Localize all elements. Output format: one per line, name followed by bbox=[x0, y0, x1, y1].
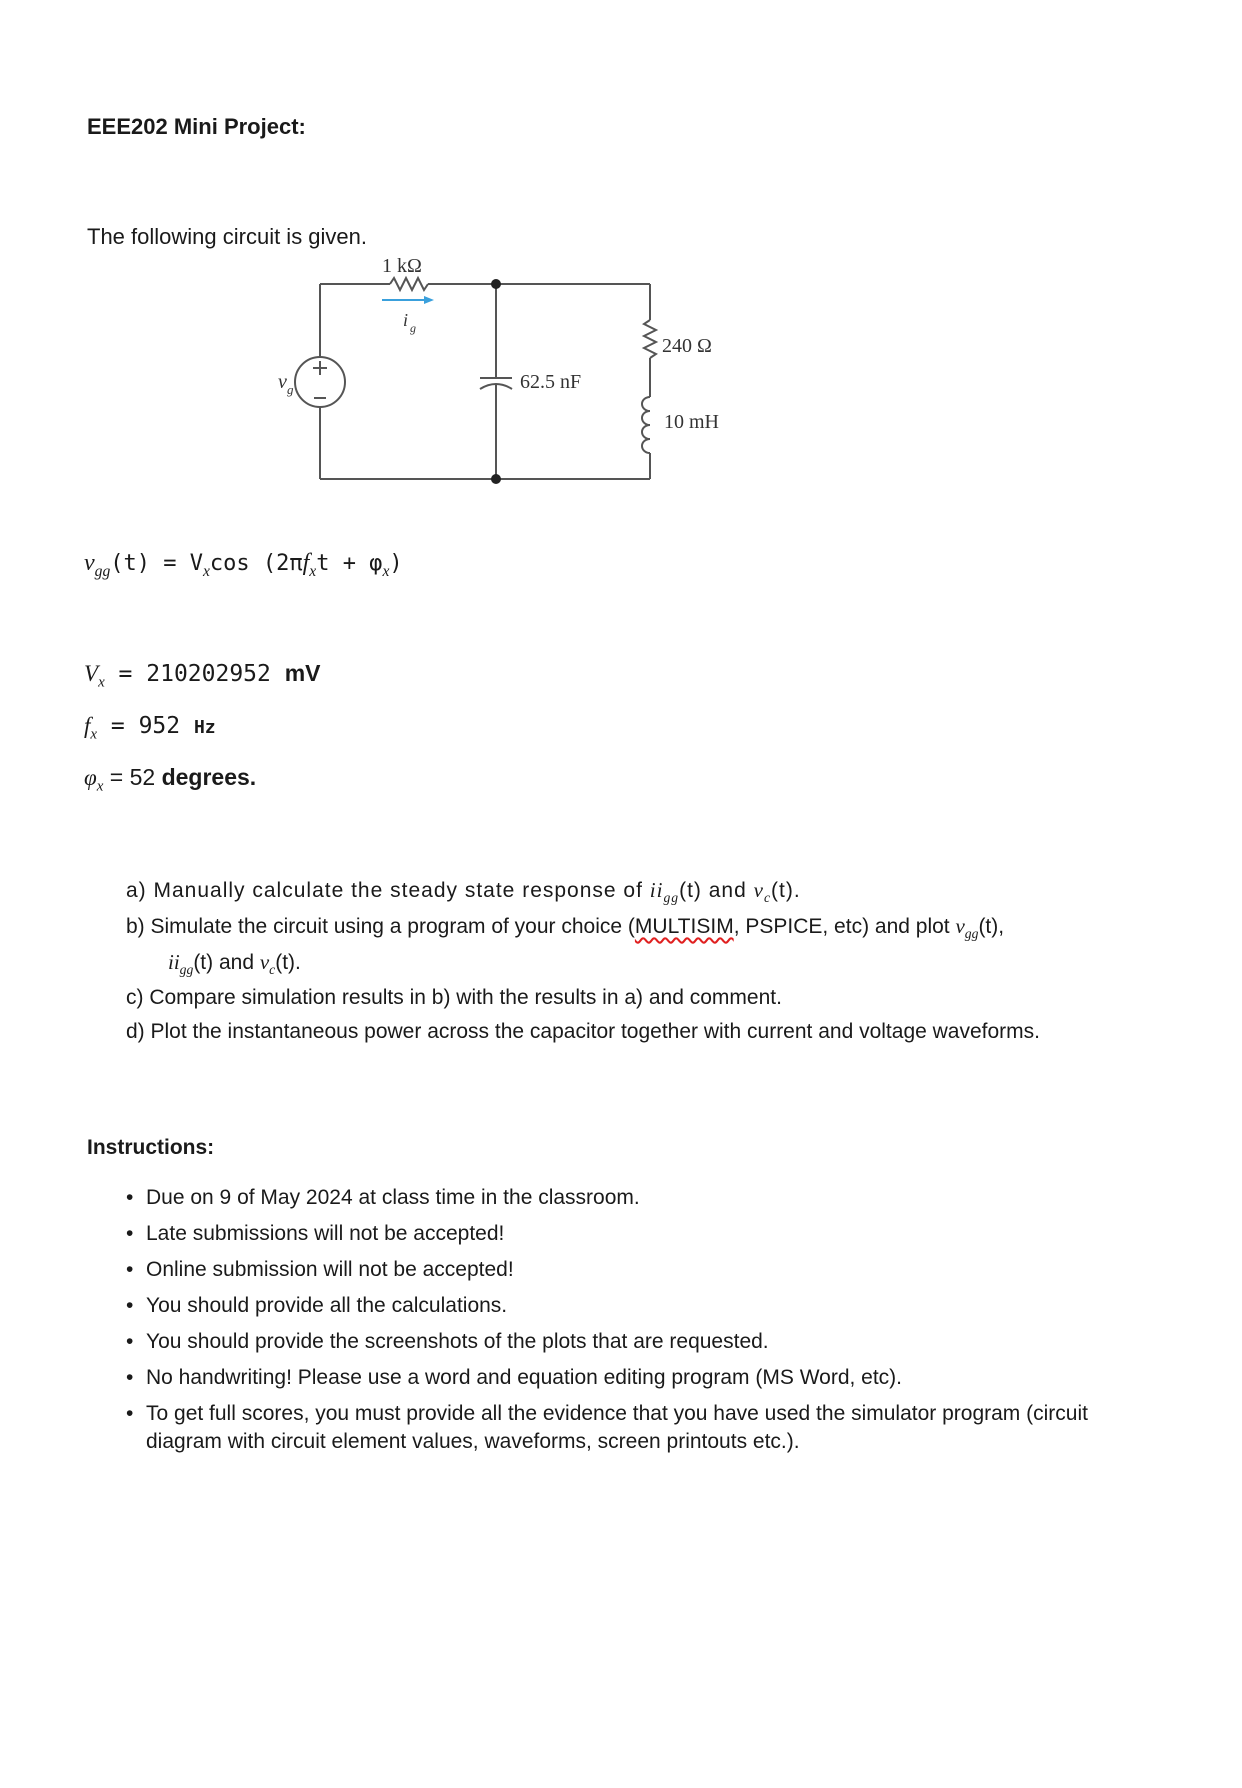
intro-text: The following circuit is given. bbox=[87, 224, 368, 249]
eq-freq: f bbox=[302, 550, 310, 576]
instruction-item: • You should provide the screenshots of the plots that are requested. bbox=[126, 1328, 1146, 1356]
qa-i-sub: gg bbox=[663, 890, 680, 906]
phi-value: = 52 bbox=[103, 764, 162, 790]
param-fx bbox=[84, 712, 216, 744]
question-d: d) Plot the instantaneous power across the capacitor together with current and voltage waveforms. bbox=[126, 1020, 1040, 1043]
question-b-cont bbox=[168, 950, 301, 978]
eq-close: ) bbox=[389, 551, 403, 576]
phi-unit: degrees. bbox=[161, 764, 257, 790]
qb2-end: (t). bbox=[275, 951, 301, 974]
qb2-v: v bbox=[259, 950, 270, 974]
qa-mid: (t) and bbox=[679, 879, 754, 902]
qb2-i-sub: gg bbox=[179, 962, 194, 978]
source-label: v bbox=[278, 371, 287, 393]
param-vx bbox=[84, 660, 321, 692]
instruction-item: • Due on 9 of May 2024 at class time in the classroom. bbox=[126, 1184, 1146, 1212]
qa-v-sub: c bbox=[763, 890, 772, 906]
qb-mid: , PSPICE, etc) and plot bbox=[733, 915, 956, 938]
instructions-list bbox=[126, 1184, 1146, 1464]
instructions-heading: Instructions: bbox=[87, 1136, 215, 1159]
resistor-240-label: 240 Ω bbox=[662, 335, 712, 357]
current-subscript: g bbox=[410, 321, 416, 335]
qb-multisim: MULTISIM bbox=[634, 915, 734, 938]
inductor-label: 10 mH bbox=[664, 411, 719, 433]
qb-end: (t), bbox=[978, 915, 1005, 938]
eq-phase-sub: x bbox=[382, 562, 390, 580]
qb-v-sub: gg bbox=[964, 926, 979, 942]
instruction-item: • To get full scores, you must provide all the evidence that you have used the simulator program (circuit diagram with circuit element values, waveforms, screen printouts etc.). bbox=[126, 1400, 1146, 1456]
qa-end: (t). bbox=[771, 879, 801, 902]
instruction-item: • No handwriting! Please use a word and equation editing program (MS Word, etc). bbox=[126, 1364, 1146, 1392]
qb-v: v bbox=[955, 914, 965, 938]
instruction-item: • Online submission will not be accepted! bbox=[126, 1256, 1146, 1284]
param-phi bbox=[84, 764, 256, 796]
eq-tail: t + φ bbox=[316, 551, 383, 576]
eq-rest: (t) = V bbox=[110, 551, 203, 576]
instruction-item: • Late submissions will not be accepted! bbox=[126, 1220, 1146, 1248]
current-label: i bbox=[403, 310, 409, 330]
question-b bbox=[126, 914, 1004, 942]
phi-symbol: φ bbox=[84, 765, 97, 790]
question-c: c) Compare simulation results in b) with the results in a) and comment. bbox=[126, 986, 782, 1009]
source-equation bbox=[84, 550, 403, 581]
qb2-mid: (t) and bbox=[193, 951, 260, 974]
vx-unit: mV bbox=[284, 660, 321, 686]
phi-sub: x bbox=[96, 778, 104, 795]
capacitor-label: 62.5 nF bbox=[520, 371, 582, 393]
eq-cos: cos (2π bbox=[209, 551, 303, 576]
circuit-diagram bbox=[250, 242, 750, 492]
instruction-item: • You should provide all the calculations. bbox=[126, 1292, 1146, 1320]
eq-freq-sub: x bbox=[309, 562, 317, 580]
qa-v: v bbox=[753, 878, 764, 902]
qb2-v-sub: c bbox=[269, 962, 276, 978]
eq-amp-sub: x bbox=[202, 562, 210, 580]
qb2-i: ii bbox=[168, 950, 180, 974]
eq-lhs: v bbox=[84, 550, 95, 576]
fx-symbol: f bbox=[84, 713, 91, 738]
page-title: EEE202 Mini Project: bbox=[87, 114, 306, 139]
question-a bbox=[126, 878, 801, 906]
source-subscript: g bbox=[287, 382, 294, 397]
vx-value: = 210202952 bbox=[104, 661, 285, 687]
qa-i: ii bbox=[649, 878, 664, 902]
resistor-1k-label: 1 kΩ bbox=[382, 255, 422, 277]
vx-symbol: V bbox=[84, 661, 99, 686]
fx-unit: Hz bbox=[193, 717, 216, 738]
fx-sub: x bbox=[90, 726, 98, 743]
fx-value: = 952 bbox=[97, 713, 194, 739]
vx-sub: x bbox=[98, 674, 105, 691]
eq-lhs-sub: gg bbox=[94, 562, 111, 580]
qa-text: a) Manually calculate the steady state response of bbox=[126, 879, 650, 902]
qb-text: b) Simulate the circuit using a program of your choice ( bbox=[126, 915, 635, 938]
